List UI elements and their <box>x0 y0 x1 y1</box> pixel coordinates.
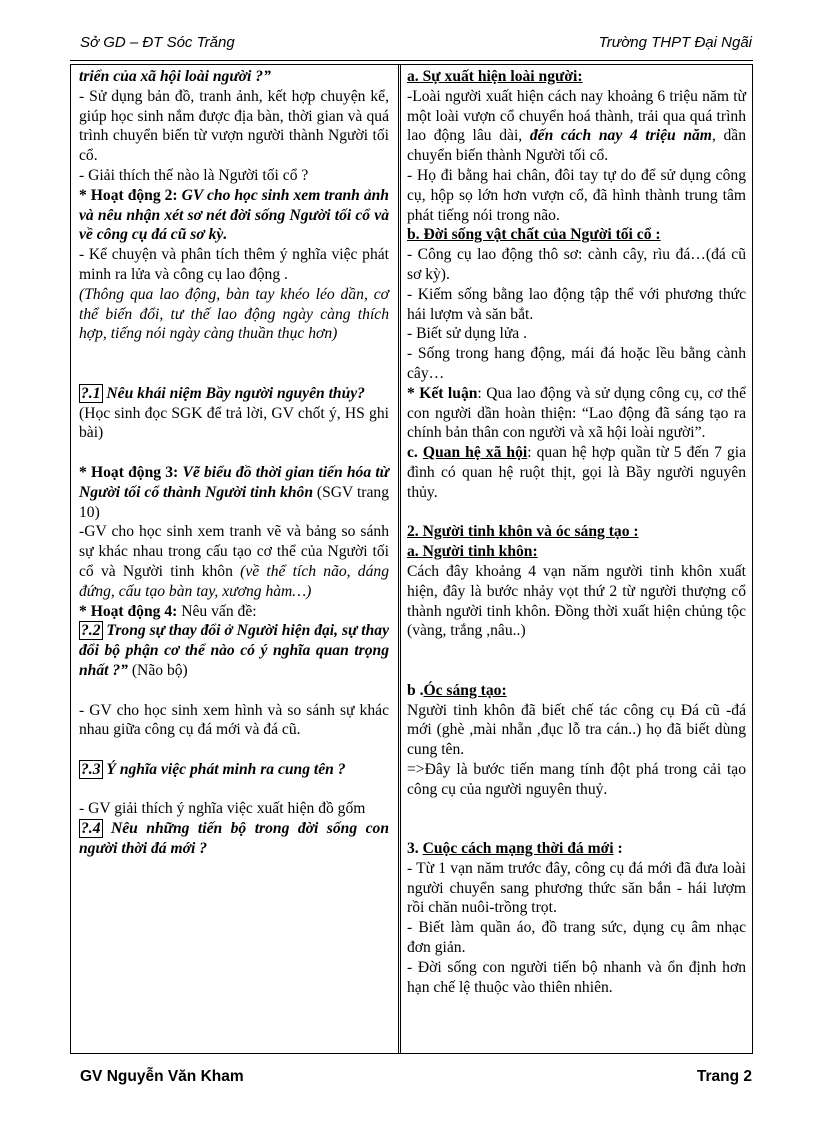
left-line: - Giải thích thế nào là Người tối cổ ? <box>79 166 309 184</box>
left-line: - GV cho học sinh xem hình và so sánh sự khác nhau giữa công cụ đá mới và đá cũ. <box>79 701 389 739</box>
content-line: Người tinh khôn đã biết chế tác công cụ Đá cũ -đá mới (ghè ,mài nhẵn ,đục lỗ tra cán..) họ đã biết dùng cung tên. <box>407 701 746 759</box>
question-tag: ?.1 <box>81 384 101 402</box>
teacher-activities-column <box>79 67 389 859</box>
page-footer <box>80 1068 752 1090</box>
activity-ref: (SGV trang 10) <box>79 483 389 521</box>
activity-text: Nêu vấn đề: <box>181 602 257 620</box>
left-line: - Sử dụng bản đồ, tranh ảnh, kết hợp chuyện kể, giúp học sinh nắm được địa bàn, thời gian và quá trình chuyển biến từ vượn người thành Người tối cổ. <box>79 87 389 165</box>
content-line: - Biết sử dụng lửa . <box>407 325 527 343</box>
content-line: - Từ 1 vạn năm trước đây, công cụ đá mới đã đưa loài người chuyển sang phương thức săn bắn - hái lượm rồi chăn nuôi-trồng trọt. <box>407 859 746 917</box>
content-line: =>Đây là bước tiến mang tính đột phá trong cải tạo công cụ của người nguyên thuỷ. <box>407 760 746 798</box>
activity-label: * Hoạt động 3: <box>79 463 183 481</box>
question-4 <box>79 819 389 859</box>
activity-text: GV cho học sinh xem tranh ảnh và nêu nhận xét sơ nét đời sống Người tối cổ và về công cụ đá cũ sơ kỳ. <box>79 186 389 244</box>
activity-3 <box>79 463 389 522</box>
left-line: triển của xã hội loài người ?” <box>79 68 271 85</box>
activity-text: Vẽ biểu đồ thời gian tiến hóa từ Người tối cổ thành Người tinh khôn <box>79 463 389 501</box>
left-line: - Kể chuyện và phân tích thêm ý nghĩa việc phát minh ra lửa và công cụ lao động . <box>79 246 389 283</box>
header-department: Sở GD – ĐT Sóc Trăng <box>80 34 235 51</box>
activity-2 <box>79 186 389 245</box>
section-title: 3. Cuộc cách mạng thời đá mới : <box>407 840 623 858</box>
content-line: Cách đây khoảng 4 vạn năm người tinh khôn xuất hiện, đây là bước nhảy vọt thứ 2 từ người thượng cổ thành người tinh khôn. Đồng thời xuất hiện chủng tộc (vàng, trắng ,nâu..) <box>407 562 746 640</box>
question-answer: (Não bộ) <box>127 661 188 679</box>
question-2 <box>79 621 389 680</box>
question-text: Trong sự thay đổi ở Người hiện đại, sự thay đổi bộ phận cơ thể nào có ý nghĩa quan trọng nhất ?” <box>79 622 389 679</box>
subsection-title: a. Người tinh khôn: <box>407 543 538 561</box>
question-3 <box>79 760 389 780</box>
conclusion: * Kết luận: Qua lao động và sử dụng công cụ, cơ thể con người dần hoàn thiện: “Lao động đã sáng tạo ra chính bản thân con người và xã hội loài người”. <box>407 384 747 442</box>
question-tag: ?.2 <box>81 622 101 640</box>
content-line: - Công cụ lao động thô sơ: cành cây, rìu đá…(đá cũ sơ kỳ). <box>407 246 746 283</box>
activity-4 <box>79 602 389 622</box>
left-line: (Thông qua lao động, bàn tay khéo léo dần, cơ thể biến đổi, tư thế lao động ngày càng thích hợp, tiếng nói ngày càng thuần thục hơn) <box>79 285 389 343</box>
section-title: 2. Người tinh khôn và óc sáng tạo : <box>407 523 639 541</box>
lesson-table <box>70 64 753 1054</box>
lesson-content-column <box>407 67 746 997</box>
content-line: - Họ đi bằng hai chân, đôi tay tự do để sử dụng công cụ, hộp sọ lớn hơn vượn cổ, đã hình thành trung tâm phát tiếng nói trong não. <box>407 166 746 224</box>
section-title: a. Sự xuất hiện loài người: <box>407 68 583 85</box>
question-tag: ?.3 <box>81 760 101 778</box>
content-line: - Kiếm sống bằng lao động tập thể với phương thức hái lượm và săn bắt. <box>407 285 746 323</box>
activity-label: * Hoạt động 4: <box>79 602 182 620</box>
footer-teacher: GV Nguyễn Văn Kham <box>80 1068 244 1085</box>
activity-label: * Hoạt động 2: <box>79 186 182 204</box>
question-text: Ý nghĩa việc phát minh ra cung tên ? <box>102 760 346 778</box>
header-school: Trường THPT Đại Ngãi <box>598 34 752 51</box>
content-line: - Biết làm quần áo, đồ trang sức, dụng cụ âm nhạc đơn giản. <box>407 919 746 957</box>
left-line: -GV cho học sinh xem tranh vẽ và bảng so sánh sự khác nhau trong cấu tạo cơ thể của Người tối cổ và Người tinh khôn (về thể tích não, dáng đứng, cấu tạo bàn tay, xương hàm…) <box>79 523 389 600</box>
header-rule <box>70 60 753 61</box>
question-text: Nêu khái niệm Bầy người nguyên thủy? <box>102 384 365 402</box>
column-divider <box>398 65 401 1053</box>
content-line: - Đời sống con người tiến bộ nhanh và ổn định hơn hạn chế lệ thuộc vào thiên nhiên. <box>407 958 746 996</box>
page-header <box>80 34 752 56</box>
section-title: b. Đời sống vật chất của Người tối cổ : <box>407 226 661 244</box>
left-line: - GV giải thích ý nghĩa việc xuất hiện đồ gốm <box>79 800 366 818</box>
subsection-title: b .Óc sáng tạo: <box>407 681 507 699</box>
footer-page-number: Trang 2 <box>696 1068 752 1085</box>
question-tag: ?.4 <box>81 820 101 838</box>
content-line: -Loài người xuất hiện cách nay khoảng 6 triệu năm từ một loài vượn cổ chuyển hoá thành, trải qua quá trình lao động lâu dài, đến cách nay 4 triệu năm, dần chuyển biến thành Người tối cổ. <box>407 87 747 165</box>
question-text: Nêu những tiến bộ trong đời sống con người thời đá mới ? <box>79 820 389 858</box>
content-line: - Sống trong hang động, mái đá hoặc lều bằng cành cây… <box>407 345 746 382</box>
question-1 <box>79 384 389 404</box>
social-relations: c. Quan hệ xã hội: quan hệ hợp quần từ 5 đến 7 gia đình có quan hệ ruột thịt, gọi là Bầy người nguyên thủy. <box>407 444 747 501</box>
left-line: (Học sinh đọc SGK để trả lời, GV chốt ý, HS ghi bài) <box>79 404 389 442</box>
